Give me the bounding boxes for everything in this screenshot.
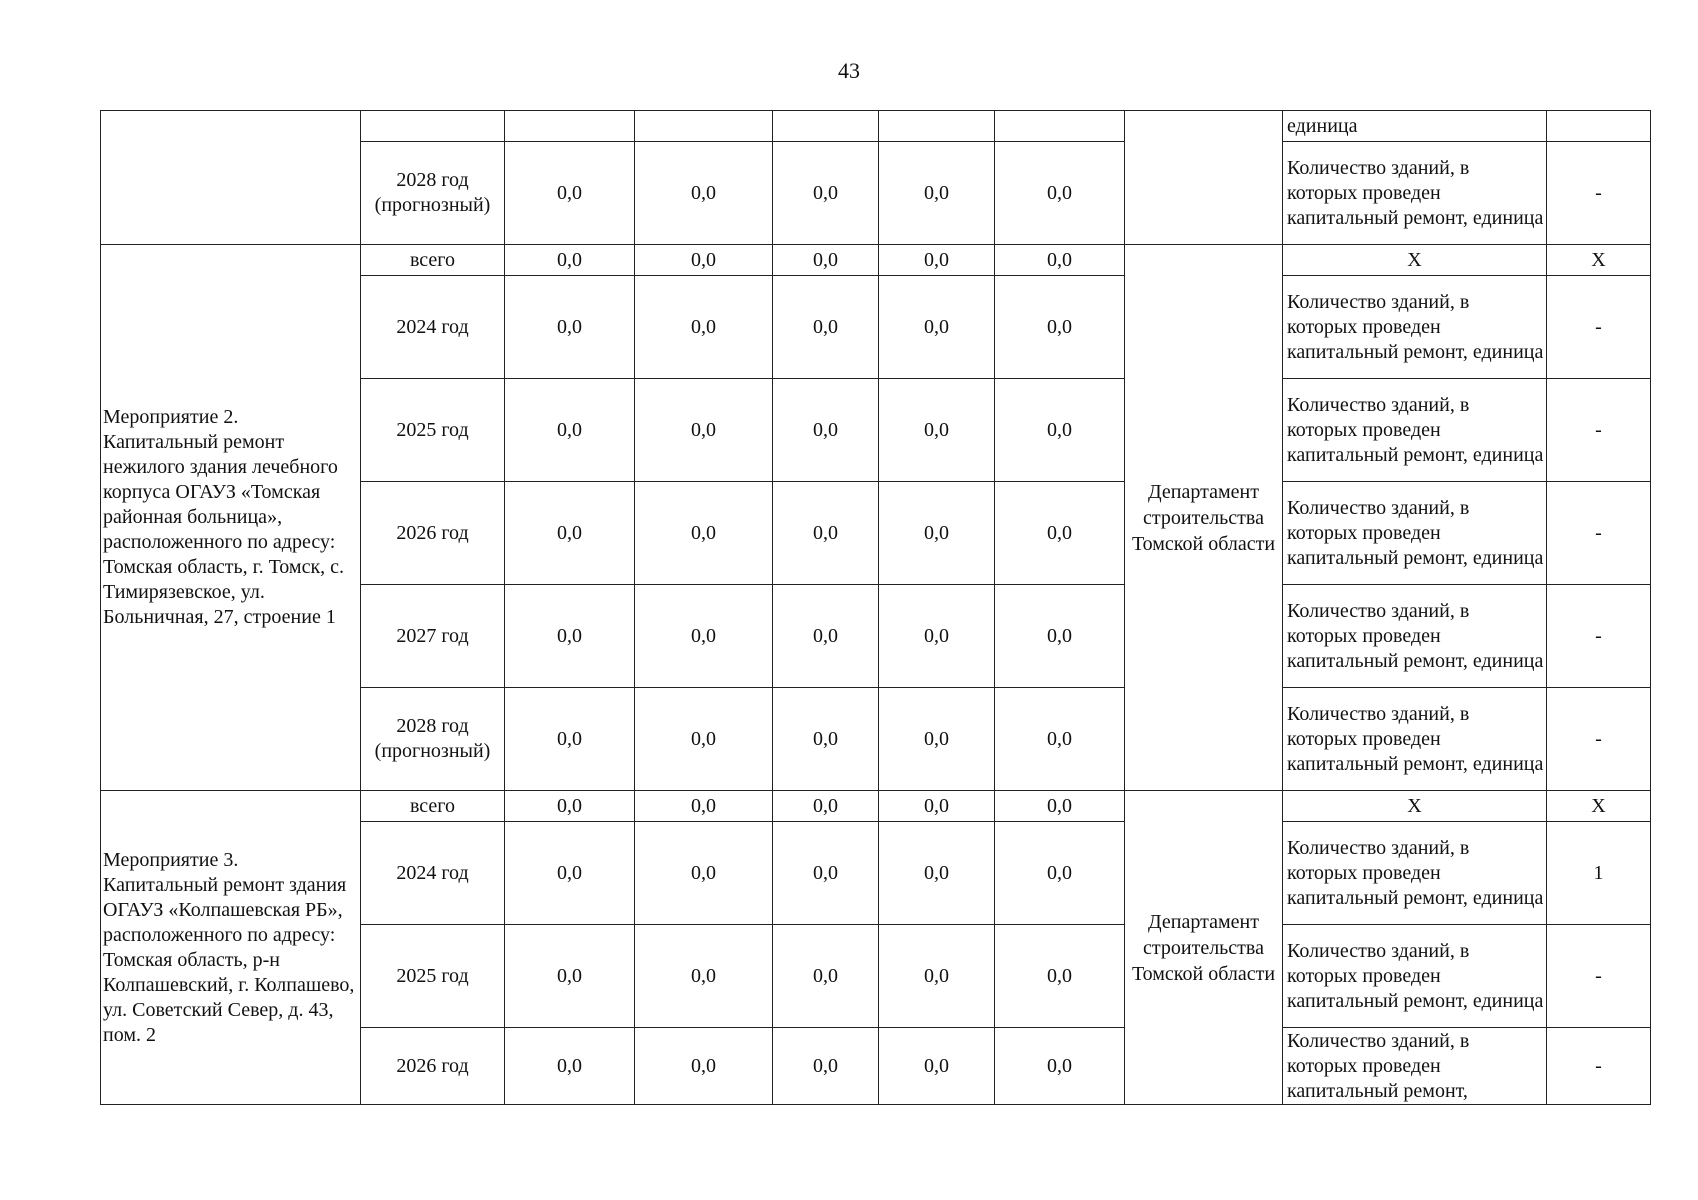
value-cell: 0,0 — [505, 822, 635, 925]
value-cell — [635, 111, 773, 142]
value-cell: 0,0 — [505, 688, 635, 791]
indicator-cell: X — [1283, 791, 1547, 822]
target-cell: - — [1547, 276, 1651, 379]
value-cell: 0,0 — [773, 791, 879, 822]
target-cell — [1547, 111, 1651, 142]
value-cell: 0,0 — [505, 1028, 635, 1105]
value-cell: 0,0 — [995, 585, 1125, 688]
value-cell — [995, 111, 1125, 142]
indicator-cell: Количество зданий, в которых проведен капитальный ремонт, единица — [1283, 142, 1547, 245]
target-cell: 1 — [1547, 822, 1651, 925]
value-cell: 0,0 — [995, 142, 1125, 245]
target-cell: X — [1547, 245, 1651, 276]
value-cell: 0,0 — [635, 379, 773, 482]
value-cell: 0,0 — [995, 925, 1125, 1028]
target-cell: - — [1547, 482, 1651, 585]
event-name-cell: Мероприятие 2. Капитальный ремонт нежилого здания лечебного корпуса ОГАУЗ «Томская районная больница», расположенного по адресу: Томская область, г. Томск, с. Тимирязевское, ул. Больничная, 27, строение 1 — [101, 245, 361, 791]
value-cell: 0,0 — [635, 688, 773, 791]
table-row — [101, 245, 1651, 276]
value-cell: 0,0 — [773, 1028, 879, 1105]
value-cell: 0,0 — [773, 585, 879, 688]
value-cell: 0,0 — [995, 276, 1125, 379]
page-number: 43 — [838, 58, 860, 83]
value-cell: 0,0 — [995, 822, 1125, 925]
value-cell: 0,0 — [995, 245, 1125, 276]
value-cell: 0,0 — [879, 585, 995, 688]
value-cell: 0,0 — [995, 688, 1125, 791]
value-cell: 0,0 — [635, 925, 773, 1028]
indicator-cell: X — [1283, 245, 1547, 276]
value-cell: 0,0 — [505, 379, 635, 482]
value-cell: 0,0 — [879, 688, 995, 791]
value-cell: 0,0 — [773, 379, 879, 482]
value-cell: 0,0 — [505, 925, 635, 1028]
value-cell: 0,0 — [879, 1028, 995, 1105]
year-cell: 2025 год — [361, 925, 505, 1028]
indicator-cell: Количество зданий, в которых проведен капитальный ремонт, — [1283, 1028, 1547, 1105]
value-cell: 0,0 — [635, 791, 773, 822]
value-cell: 0,0 — [505, 245, 635, 276]
value-cell: 0,0 — [635, 822, 773, 925]
department-cell — [1125, 111, 1283, 245]
year-cell: всего — [361, 245, 505, 276]
value-cell — [773, 111, 879, 142]
target-cell: - — [1547, 379, 1651, 482]
value-cell: 0,0 — [879, 276, 995, 379]
indicator-cell: Количество зданий, в которых проведен капитальный ремонт, единица — [1283, 688, 1547, 791]
year-cell: 2026 год — [361, 1028, 505, 1105]
value-cell: 0,0 — [773, 142, 879, 245]
target-cell: - — [1547, 688, 1651, 791]
year-cell: 2024 год — [361, 276, 505, 379]
value-cell: 0,0 — [505, 482, 635, 585]
value-cell: 0,0 — [995, 1028, 1125, 1105]
year-cell: 2025 год — [361, 379, 505, 482]
value-cell: 0,0 — [995, 482, 1125, 585]
value-cell — [879, 111, 995, 142]
department-cell: Департамент строительства Томской области — [1125, 245, 1283, 791]
value-cell: 0,0 — [773, 688, 879, 791]
value-cell: 0,0 — [635, 482, 773, 585]
value-cell: 0,0 — [635, 1028, 773, 1105]
indicator-cell: Количество зданий, в которых проведен капитальный ремонт, единица — [1283, 925, 1547, 1028]
target-cell: X — [1547, 791, 1651, 822]
value-cell: 0,0 — [635, 245, 773, 276]
value-cell: 0,0 — [635, 585, 773, 688]
value-cell: 0,0 — [773, 245, 879, 276]
table-row — [101, 791, 1651, 822]
value-cell: 0,0 — [635, 142, 773, 245]
value-cell: 0,0 — [635, 276, 773, 379]
value-cell: 0,0 — [505, 142, 635, 245]
indicator-cell: Количество зданий, в которых проведен капитальный ремонт, единица — [1283, 585, 1547, 688]
year-cell — [361, 111, 505, 142]
value-cell: 0,0 — [879, 925, 995, 1028]
value-cell — [505, 111, 635, 142]
value-cell: 0,0 — [773, 276, 879, 379]
target-cell: - — [1547, 1028, 1651, 1105]
value-cell: 0,0 — [879, 822, 995, 925]
year-cell: 2028 год (прогнозный) — [361, 688, 505, 791]
indicator-cell: Количество зданий, в которых проведен капитальный ремонт, единица — [1283, 276, 1547, 379]
budget-table — [100, 110, 1651, 1105]
target-cell: - — [1547, 925, 1651, 1028]
value-cell: 0,0 — [879, 379, 995, 482]
department-cell: Департамент строительства Томской области — [1125, 791, 1283, 1105]
year-cell: всего — [361, 791, 505, 822]
year-cell: 2026 год — [361, 482, 505, 585]
year-cell: 2024 год — [361, 822, 505, 925]
value-cell: 0,0 — [505, 585, 635, 688]
value-cell: 0,0 — [879, 245, 995, 276]
value-cell: 0,0 — [505, 276, 635, 379]
value-cell: 0,0 — [879, 482, 995, 585]
indicator-cell: Количество зданий, в которых проведен капитальный ремонт, единица — [1283, 379, 1547, 482]
value-cell: 0,0 — [773, 925, 879, 1028]
value-cell: 0,0 — [773, 482, 879, 585]
value-cell: 0,0 — [995, 379, 1125, 482]
value-cell: 0,0 — [773, 822, 879, 925]
indicator-cell: Количество зданий, в которых проведен капитальный ремонт, единица — [1283, 482, 1547, 585]
value-cell: 0,0 — [879, 142, 995, 245]
indicator-cell: единица — [1283, 111, 1547, 142]
target-cell: - — [1547, 142, 1651, 245]
event-name-cell — [101, 111, 361, 245]
indicator-cell: Количество зданий, в которых проведен капитальный ремонт, единица — [1283, 822, 1547, 925]
value-cell: 0,0 — [505, 791, 635, 822]
target-cell: - — [1547, 585, 1651, 688]
year-cell: 2027 год — [361, 585, 505, 688]
event-name-cell: Мероприятие 3. Капитальный ремонт здания ОГАУЗ «Колпашевская РБ», расположенного по адресу: Томская область, р-н Колпашевский, г. Колпашево, ул. Советский Север, д. 43, пом. 2 — [101, 791, 361, 1105]
year-cell: 2028 год (прогнозный) — [361, 142, 505, 245]
table-row — [101, 111, 1651, 142]
value-cell: 0,0 — [879, 791, 995, 822]
value-cell: 0,0 — [995, 791, 1125, 822]
